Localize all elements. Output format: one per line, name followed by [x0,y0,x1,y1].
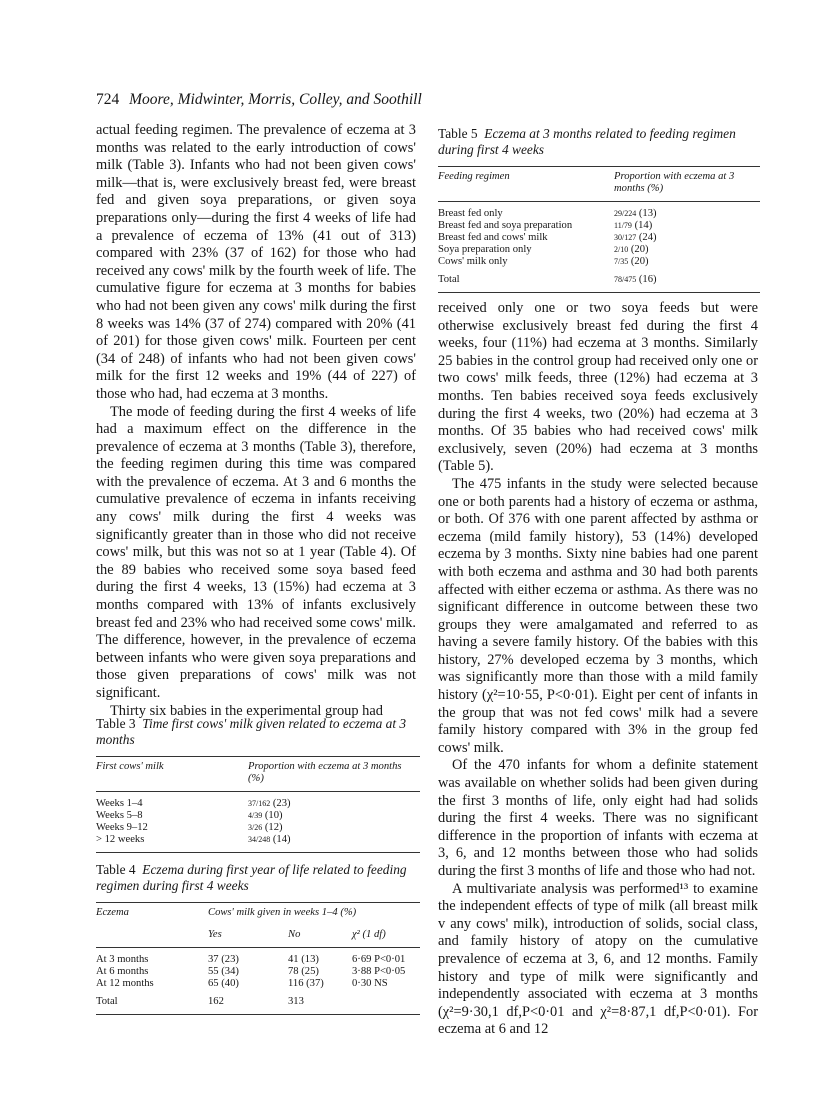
table-row [438,244,760,256]
table-cell: 37/162 (23) [248,798,291,809]
table-3-label: Table 3 [96,716,136,731]
table-5-title: Eczema at 3 months related to feeding regimen during first 4 weeks [438,126,736,157]
table-cell: At 6 months [96,966,149,977]
table-row [96,822,420,834]
table-cell: 37 (23) [208,954,239,965]
table-cell: 2/10 (20) [614,244,649,255]
right-column [438,300,758,1039]
table-cell: Cows' milk only [438,256,508,267]
table-row [96,978,420,990]
table-cell: Total [96,996,118,1007]
right-paragraph-2: The 475 infants in the study were selected because one or both parents had a history of eczema or asthma, or both. Of 376 with one parent affected by asthma or eczema (mild family history), 53 (14%) developed eczema by 3 months. Sixty nine babies had one parent with both eczema and asthma and 30 had both parents affected with either eczema or asthma. As there was no significant difference in outcome between these two groups they were amalgamated and referred to as having a severe family history. Of the babies with this history, 27% developed eczema by 3 months, which was significantly more than those with a mild family history (χ²=10·55, P<0·01). Eight per cent of infants in the group that was not fed cows' milk had a severe family history compared with 3% in the group fed cows' milk. [438,475,758,756]
table-4-header-chi: χ² (1 df) [352,929,386,940]
table-3 [96,716,420,853]
table-cell: 162 [208,996,224,1007]
page-number: 724 [96,91,120,108]
table-cell: 116 (37) [288,978,324,989]
right-paragraph-1: received only one or two soya feeds but were otherwise exclusively breast fed during the first 4 weeks, four (11%) had eczema at 3 months. Similarly 25 babies in the control group had received only one or two cows' milk feeds, three (12%) had eczema at 3 months. Ten babies received soya feeds exclusively during the first 4 weeks, two (20%) had eczema at 3 months. Of 35 babies who had received cows' milk exclusively, seven (20%) had eczema at 3 months (Table 5). [438,300,758,475]
table-cell: 3·88 P<0·05 [352,966,406,977]
table-3-header-first-milk: First cows' milk [96,757,248,792]
table-cell: Weeks 5–8 [96,810,143,821]
table-5-header-regimen: Feeding regimen [438,167,614,202]
table-cell: 3/26 (12) [248,822,283,833]
table-cell: 313 [288,996,304,1007]
table-row [438,232,760,244]
table-cell: 4/39 (10) [248,810,283,821]
table-cell: 78 (25) [288,966,319,977]
table-row [96,798,420,810]
table-cell: 55 (34) [208,966,239,977]
table-cell: 11/79 (14) [614,220,653,231]
table-cell: 41 (13) [288,954,319,965]
table-cell [352,996,420,1008]
table-cell: 7/35 (20) [614,256,649,267]
table-total-row [96,996,420,1008]
author-list: Moore, Midwinter, Morris, Colley, and Soothill [129,91,422,108]
table-row [96,810,420,822]
table-3-caption [96,716,420,748]
right-paragraph-4: A multivariate analysis was performed¹³ to examine the independent effects of type of milk (all breast milk v any cows' milk), introduction of solids, social class, and family history of atopy on the cumulative prevalence of eczema at 3, 6, and 12 months. Family history and type of milk were significantly and independently associated with eczema at 3 months (χ²=9·30,1 df,P<0·01 and χ²=8·87,1 df,P<0·01). For eczema at 6 and 12 [438,880,758,1038]
table-4-grid [96,902,420,1015]
left-column [96,122,416,720]
table-cell: 29/224 (13) [614,208,657,219]
running-head [96,91,776,109]
table-4-caption [96,862,420,894]
table-row [96,954,420,966]
table-5-caption [438,126,760,158]
table-5-grid [438,166,760,293]
table-cell: Breast fed only [438,208,503,219]
table-4-header-group: Cows' milk given in weeks 1–4 (%) [208,903,420,922]
table-cell: At 12 months [96,978,154,989]
left-paragraph-1: actual feeding regimen. The prevalence of eczema at 3 months was related to the early introduction of cows' milk (Table 3). Infants who had not been given cows' milk—that is, were exclusively breast fed, were breast fed and given soya preparations, or given soya preparations only—during the first 4 weeks of life had a prevalence of eczema of 13% (41 out of 313) compared with 23% (37 of 162) for those who had received any cows' milk by the fourth week of life. The cumulative figure for eczema at 3 months for babies who had not been given any cows' milk during the first 8 weeks was 14% (37 of 274) compared with 20% (41 of 201) for those given cows' milk. Fourteen per cent (34 of 248) of infants who had not been given cows' milk for the first 12 weeks and 19% (44 of 227) of those who had, had eczema at 3 months. [96,122,416,402]
table-4-header-no: No [288,929,301,940]
table-5-header-proportion: Proportion with eczema at 3 months (%) [614,167,760,202]
table-cell: 6·69 P<0·01 [352,954,406,965]
table-4-header-eczema: Eczema [96,903,208,948]
left-paragraph-2: The mode of feeding during the first 4 weeks of life had a maximum effect on the difference in the prevalence of eczema at 3 months (Table 3), therefore, the feeding regimen during this time was compared with the prevalence of eczema. At 3 and 6 months the cumulative prevalence of eczema in infants receiving any cows' milk during the first 4 weeks was significantly greater than in those who did not receive cows' milk, but this was not so at 1 year (Table 4). Of the 89 babies who received some soya based feed during the first 4 weeks, 13 (15%) had eczema at 3 months compared with 13% of infants exclusively breast fed and 23% who had received some cows' milk. The difference, however, in the prevalence of eczema between infants who were given soya preparations and those given preparations of cows' milk was not significant. [96,403,416,701]
table-cell: Weeks 1–4 [96,798,143,809]
table-cell: Breast fed and soya preparation [438,220,573,231]
table-5 [438,126,760,293]
table-row [96,966,420,978]
table-3-title: Time first cows' milk given related to eczema at 3 months [96,716,407,747]
table-5-label: Table 5 [438,126,478,141]
table-4 [96,862,420,1015]
table-4-title: Eczema during first year of life related to feeding regimen during first 4 weeks [96,862,407,893]
table-cell: > 12 weeks [96,834,145,845]
table-cell: 0·30 NS [352,978,388,989]
table-row [438,256,760,268]
table-3-grid [96,756,420,853]
table-3-header-proportion: Proportion with eczema at 3 months (%) [248,757,420,792]
table-total-row [438,274,760,286]
table-row [438,220,760,232]
table-row [96,834,420,846]
table-row [438,208,760,220]
table-cell: 78/475 (16) [614,274,657,285]
table-cell: 34/248 (14) [248,834,291,845]
table-cell: At 3 months [96,954,149,965]
right-paragraph-3: Of the 470 infants for whom a definite statement was available on whether solids had been given during the first 3 months of life, only eight had had solids during the first 4 weeks. There was no significant difference in the proportion of infants with eczema at 3, 6, and 12 months between those who had solids during the first 3 months of life and those who had not. [438,757,758,879]
table-cell: Total [438,274,460,285]
table-cell: 30/127 (24) [614,232,657,243]
table-4-header-yes: Yes [208,929,222,940]
table-4-label: Table 4 [96,862,136,877]
table-cell: Soya preparation only [438,244,532,255]
table-cell: Breast fed and cows' milk [438,232,548,243]
table-cell: Weeks 9–12 [96,822,148,833]
left-paragraph-3: Thirty six babies in the experimental group had [110,702,383,719]
table-cell: 65 (40) [208,978,239,989]
